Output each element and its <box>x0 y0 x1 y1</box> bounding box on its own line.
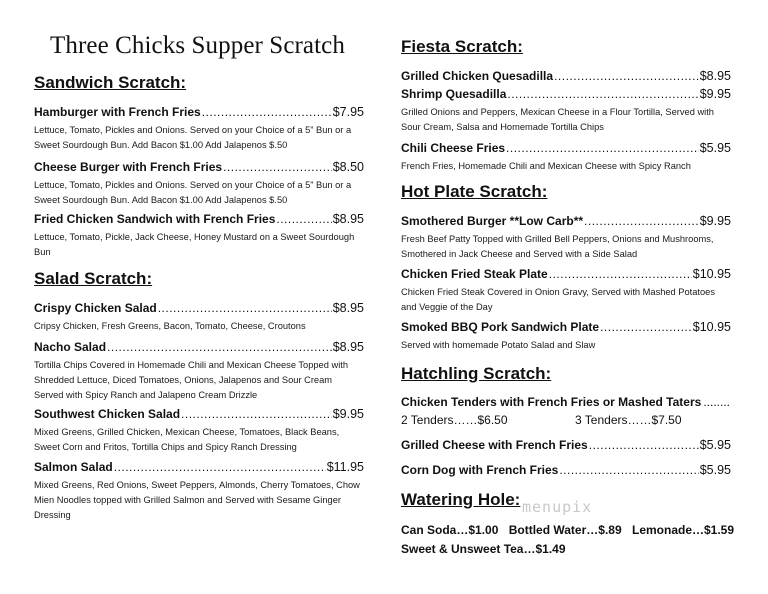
sandwich-heading: Sandwich Scratch: <box>34 73 187 92</box>
item-price: $8.95 <box>332 340 364 354</box>
item-name: Nacho Salad <box>34 340 107 354</box>
tender-option-2: 2 Tenders……$6.50 <box>401 413 508 427</box>
item-price: $10.95 <box>692 267 731 281</box>
item-description: Tortilla Chips Covered in Homemade Chili and Mexican Cheese Topped with Shredded Lettuce, Diced Tomatoes, Onions, Jalapenos and Sour Cream Served with Spicy Ranch and Jalapeno Cream Drizzle <box>34 360 349 400</box>
item-price: $5.95 <box>699 438 731 452</box>
salad-heading: Salad Scratch: <box>34 269 153 288</box>
item-price: $7.95 <box>332 105 364 119</box>
item-description: Cripsy Chicken, Fresh Greens, Bacon, Tomato, Cheese, Croutons <box>34 321 306 331</box>
menu-item-smothered-burger <box>401 214 731 262</box>
menu-item-corn-dog <box>401 463 731 478</box>
hotplate-heading: Hot Plate Scratch: <box>401 182 548 201</box>
item-name: Smothered Burger **Low Carb** <box>401 214 584 228</box>
item-price: $8.95 <box>332 301 364 315</box>
item-price: $11.95 <box>326 460 364 474</box>
item-name: Shrimp Quesadilla <box>401 87 507 101</box>
item-price: $9.95 <box>332 407 364 421</box>
menu-item-crispy-chicken-salad <box>34 301 364 334</box>
item-name: Cheese Burger with French Fries <box>34 160 223 174</box>
item-price: $8.50 <box>332 160 364 174</box>
item-name: Smoked BBQ Pork Sandwich Plate <box>401 320 600 334</box>
item-name: Hamburger with French Fries <box>34 105 201 119</box>
item-description: Grilled Onions and Peppers, Mexican Cheese in a Flour Tortilla, Served with Sour Cream, Salsa and Homemade Tortilla Chips <box>401 107 714 132</box>
menu-item-grilled-chicken-quesadilla <box>401 69 731 84</box>
item-description: Mixed Greens, Grilled Chicken, Mexican Cheese, Tomatoes, Black Beans, Sweet Corn and Fritos, Tortilla Chips and Spicy Ranch Dressing <box>34 427 340 452</box>
menu-item-salmon-salad <box>34 460 364 523</box>
item-name: Grilled Chicken Quesadilla <box>401 69 554 83</box>
item-description: French Fries, Homemade Chili and Mexican Cheese with Spicy Ranch <box>401 161 691 171</box>
fiesta-heading: Fiesta Scratch: <box>401 37 523 56</box>
menu-item-cheese-burger <box>34 160 364 208</box>
menu-item-chicken-fried-steak <box>401 267 731 315</box>
drink-can-soda: Can Soda…$1.00 <box>401 523 499 537</box>
menu-item-hamburger <box>34 105 364 153</box>
watering-heading: Watering Hole: <box>401 490 521 509</box>
menu-item-chicken-tenders <box>401 395 731 410</box>
item-name: Salmon Salad <box>34 460 113 474</box>
item-name: Fried Chicken Sandwich with French Fries <box>34 212 276 226</box>
menu-item-nacho-salad <box>34 340 364 403</box>
item-price: $9.95 <box>699 214 731 228</box>
menu-title: Three Chicks Supper Scratch <box>50 32 345 59</box>
item-description: Fresh Beef Patty Topped with Grilled Bell Peppers, Onions and Mushrooms, Smothered in Jack Cheese and Served with a Side Salad <box>401 234 714 259</box>
item-name: Crispy Chicken Salad <box>34 301 157 315</box>
tender-option-3: 3 Tenders……$7.50 <box>575 413 682 427</box>
item-name: Chili Cheese Fries <box>401 141 506 155</box>
item-price: $10.95 <box>692 320 731 334</box>
hatchling-heading: Hatchling Scratch: <box>401 364 552 383</box>
item-description: Mixed Greens, Red Onions, Sweet Peppers, Almonds, Cherry Tomatoes, Chow Mien Noodles topped with Grilled Salmon and Served with Sesame Ginger Dressing <box>34 480 360 520</box>
item-price: $8.95 <box>332 212 364 226</box>
item-description: Lettuce, Tomato, Pickles and Onions. Served on your Choice of a 5” Bun or a Sweet Sourdough Bun. Add Bacon $1.00 Add Jalapenos $.50 <box>34 125 352 150</box>
menu-item-fried-chicken-sandwich <box>34 212 364 260</box>
item-price: $5.95 <box>699 141 731 155</box>
drink-tea: Sweet & Unsweet Tea…$1.49 <box>401 542 566 556</box>
item-price: $8.95 <box>699 69 731 83</box>
menu-item-smoked-bbq-pork <box>401 320 731 353</box>
item-name: Southwest Chicken Salad <box>34 407 181 421</box>
item-description: Lettuce, Tomato, Pickles and Onions. Served on your Choice of a 5” Bun or a Sweet Sourdough Bun. Add Bacon $1.00 Add Jalapenos $.50 <box>34 180 352 205</box>
item-trail: ........ <box>703 395 730 409</box>
menu-item-southwest-chicken-salad <box>34 407 364 455</box>
item-description: Chicken Fried Steak Covered in Onion Gravy, Served with Mashed Potatoes and Veggie of the Day <box>401 287 716 312</box>
item-price: $5.95 <box>699 463 731 477</box>
item-description: Lettuce, Tomato, Pickle, Jack Cheese, Honey Mustard on a Sweet Sourdough Bun <box>34 232 355 257</box>
menu-item-chili-cheese-fries <box>401 141 731 174</box>
item-name: Chicken Tenders with French Fries or Mashed Taters <box>401 395 702 409</box>
item-price: $9.95 <box>699 87 731 101</box>
item-name: Grilled Cheese with French Fries <box>401 438 588 452</box>
item-name: Corn Dog with French Fries <box>401 463 559 477</box>
item-description: Served with homemade Potato Salad and Slaw <box>401 340 596 350</box>
watermark: menupix <box>522 498 593 516</box>
menu-item-shrimp-quesadilla <box>401 87 731 135</box>
drinks-list <box>401 521 741 559</box>
drink-lemonade: Lemonade…$1.59 <box>631 523 735 537</box>
drink-bottled-water: Bottled Water…$.89 <box>508 523 622 537</box>
item-name: Chicken Fried Steak Plate <box>401 267 548 281</box>
menu-item-grilled-cheese <box>401 438 731 453</box>
